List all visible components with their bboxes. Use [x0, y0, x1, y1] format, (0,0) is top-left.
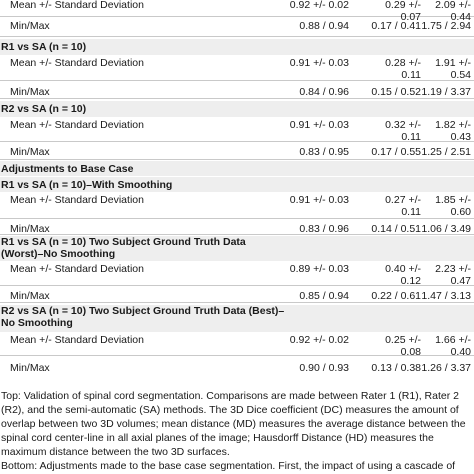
row-label: Min/Max [10, 223, 50, 235]
mean-distance-cell-line: 0.13 / 0.38 [371, 362, 421, 374]
hausdorff-distance-cell [435, 57, 471, 81]
mean-distance-cell-line: 0.17 / 0.55 [371, 146, 421, 158]
table-row [0, 83, 474, 101]
mean-distance-cell-line: 0.40 +/- [385, 263, 421, 275]
mean-distance-cell-line: 0.29 +/- [385, 0, 421, 11]
mean-distance-cell [385, 194, 421, 218]
row-label: Min/Max [10, 290, 50, 302]
mean-distance-cell [371, 290, 421, 302]
table-caption [1, 389, 473, 473]
table-row [0, 287, 474, 305]
section-header-line: (Worst)–No Smoothing [1, 248, 116, 260]
section-header-line: R1 vs SA (n = 10) Two Subject Ground Truth Data [1, 236, 246, 248]
hausdorff-distance-cell-line: 1.06 / 3.49 [421, 223, 471, 235]
hausdorff-distance-cell [421, 290, 471, 302]
dice-coefficient-cell: 0.92 +/- 0.02 [289, 0, 349, 11]
row-label: Mean +/- Standard Deviation [10, 119, 144, 131]
dice-coefficient-cell: 0.91 +/- 0.03 [289, 119, 349, 131]
mean-distance-cell-line: 0.32 +/- [385, 119, 421, 131]
section-header [1, 179, 172, 191]
section-header [1, 305, 284, 329]
hausdorff-distance-cell-line: 1.82 +/- [435, 119, 471, 131]
row-label: Min/Max [10, 20, 50, 32]
hausdorff-distance-cell [435, 194, 471, 218]
hausdorff-distance-cell-line: 0.40 [450, 346, 471, 358]
row-label: Mean +/- Standard Deviation [10, 0, 144, 11]
hausdorff-distance-cell-line: 1.91 +/- [435, 57, 471, 69]
section-header [1, 103, 86, 115]
hausdorff-distance-cell-line: 2.09 +/- [435, 0, 471, 11]
hausdorff-distance-cell [421, 86, 471, 98]
table-row [0, 143, 474, 161]
dice-coefficient-cell: 0.83 / 0.96 [299, 223, 349, 235]
mean-distance-cell-line: 0.11 [401, 69, 421, 81]
section-header-line: R2 vs SA (n = 10) Two Subject Ground Truth Data (Best)– [1, 305, 285, 317]
hausdorff-distance-cell-line: 0.43 [450, 131, 471, 143]
mean-distance-cell-line: 0.15 / 0.52 [371, 86, 421, 98]
dice-coefficient-cell: 0.84 / 0.96 [299, 86, 349, 98]
mean-distance-cell [371, 362, 421, 374]
section-header-line: R2 vs SA (n = 10) [1, 103, 87, 115]
dice-coefficient-cell: 0.92 +/- 0.02 [289, 334, 349, 346]
hausdorff-distance-cell [421, 223, 471, 235]
section-header-row [0, 305, 474, 332]
section-header-row [0, 39, 474, 55]
mean-distance-cell-line: 0.12 [400, 275, 421, 287]
row-divider [0, 36, 474, 37]
row-label: Mean +/- Standard Deviation [10, 194, 144, 206]
mean-distance-cell-line: 0.08 [400, 346, 421, 358]
table-row [0, 333, 474, 357]
section-header-line: R1 vs SA (n = 10) [1, 41, 87, 53]
hausdorff-distance-cell [435, 263, 471, 287]
hausdorff-distance-cell-line: 1.66 +/- [435, 334, 471, 346]
table-row [0, 56, 474, 82]
hausdorff-distance-cell [435, 119, 471, 143]
table-row [0, 262, 474, 286]
table-row [0, 118, 474, 144]
caption-top-paragraph: Top: Validation of spinal cord segmentation. Comparisons are made between Rater 1 (R1), Rater 2 (R2), and the semi-automatic (SA) methods. The 3D Dice coefficient (DC) measures the amount of overlap between two 3D volumes; mean distance (MD) measures the average distance between the spinal cord center-line in all axial planes of the image; Hausdorff Distance (HD) measures the maximum distance between the two 3D surfaces. [1, 390, 466, 458]
mean-distance-cell [385, 57, 421, 81]
section-header-line: R1 vs SA (n = 10)–With Smoothing [1, 179, 173, 191]
mean-distance-cell-line: 0.22 / 0.61 [371, 290, 421, 302]
mean-distance-cell-line: 0.11 [401, 206, 421, 218]
hausdorff-distance-cell-line: 2.23 +/- [435, 263, 471, 275]
mean-distance-cell-line: 0.28 +/- [385, 57, 421, 69]
mean-distance-cell [385, 119, 421, 143]
row-label: Mean +/- Standard Deviation [10, 334, 144, 346]
dice-coefficient-cell: 0.88 / 0.94 [299, 20, 349, 32]
mean-distance-cell [371, 86, 421, 98]
section-header-row [0, 236, 474, 261]
row-label: Mean +/- Standard Deviation [10, 57, 144, 69]
section-header-row [0, 161, 474, 176]
hausdorff-distance-cell [421, 362, 471, 374]
dice-coefficient-cell: 0.85 / 0.94 [299, 290, 349, 302]
section-header-row [0, 177, 474, 192]
hausdorff-distance-cell-line: 1.19 / 3.37 [421, 86, 471, 98]
section-header [1, 236, 246, 260]
table-row [0, 358, 474, 378]
hausdorff-distance-cell-line: 0.47 [450, 275, 471, 287]
mean-distance-cell-line: 0.11 [401, 131, 421, 143]
caption-bottom-paragraph: Bottom: Adjustments made to the base case segmentation. First, the impact of using a cascade of [1, 460, 456, 472]
mean-distance-cell [385, 334, 421, 358]
mean-distance-cell-line: 0.07 [400, 11, 421, 23]
dice-coefficient-cell: 0.90 / 0.93 [299, 362, 349, 374]
hausdorff-distance-cell-line: 1.47 / 3.13 [421, 290, 471, 302]
row-label: Mean +/- Standard Deviation [10, 263, 144, 275]
dice-coefficient-cell: 0.91 +/- 0.03 [289, 194, 349, 206]
hausdorff-distance-cell-line: 1.25 / 2.51 [421, 146, 471, 158]
mean-distance-cell [371, 20, 421, 32]
hausdorff-distance-cell-line: 1.26 / 3.37 [421, 362, 471, 374]
section-header [1, 41, 86, 53]
section-header [1, 163, 133, 175]
hausdorff-distance-cell-line: 1.85 +/- [435, 194, 471, 206]
dice-coefficient-cell: 0.91 +/- 0.03 [289, 57, 349, 69]
hausdorff-distance-cell [421, 146, 471, 158]
row-label: Min/Max [10, 146, 50, 158]
mean-distance-cell-line: 0.14 / 0.51 [371, 223, 421, 235]
hausdorff-distance-cell [435, 334, 471, 358]
mean-distance-cell [385, 263, 421, 287]
hausdorff-distance-cell-line: 0.60 [450, 206, 471, 218]
mean-distance-cell-line: 0.17 / 0.41 [371, 20, 421, 32]
section-header-line: No Smoothing [1, 317, 73, 329]
mean-distance-cell [371, 223, 421, 235]
table-row [0, 193, 474, 219]
dice-coefficient-cell: 0.89 +/- 0.03 [289, 263, 349, 275]
mean-distance-cell [371, 146, 421, 158]
hausdorff-distance-cell-line: 0.54 [450, 69, 471, 81]
table-row [0, 0, 474, 23]
hausdorff-distance-cell [421, 20, 471, 32]
row-label: Min/Max [10, 86, 50, 98]
mean-distance-cell-line: 0.25 +/- [385, 334, 421, 346]
mean-distance-cell-line: 0.27 +/- [385, 194, 421, 206]
row-label: Min/Max [10, 362, 50, 374]
section-header-line: Adjustments to Base Case [1, 163, 134, 175]
section-header-row [0, 101, 474, 117]
dice-coefficient-cell: 0.83 / 0.95 [299, 146, 349, 158]
table-row [0, 17, 474, 35]
hausdorff-distance-cell-line: 1.75 / 2.94 [421, 20, 471, 32]
hausdorff-distance-cell-line: 0.44 [450, 11, 471, 23]
